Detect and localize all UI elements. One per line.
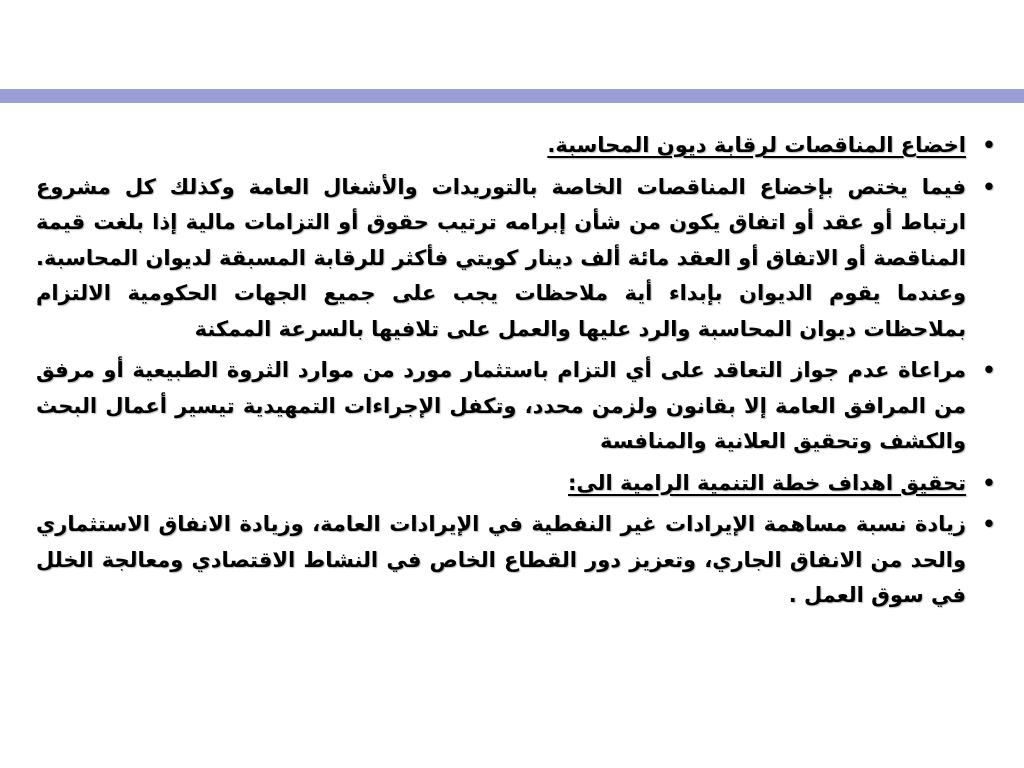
bullet-icon: • [982,358,996,382]
bullet-item-development-plan [36,466,996,502]
bullet-icon: • [982,512,996,536]
bullet-text: زيادة نسبة مساهمة الإيرادات غير النفطية في الإيرادات العامة، وزيادة الانفاق الاستثماري والحد من الانفاق الجاري، وتعزيز دور القطاع الخاص في النشاط الاقتصادي ومعالجة الخلل في سوق العمل . [36,512,966,607]
bullet-item-natural-resources [36,353,996,460]
bullet-list [36,128,996,620]
bullet-icon: • [982,470,996,495]
title-band [0,89,1024,103]
bullet-item-revenue-goals [36,507,996,614]
bullet-text: اخضاع المناقصات لرقابة ديون المحاسبة. [547,133,966,157]
bullet-text: تحقيق اهداف خطة التنمية الرامية الى: [568,470,966,495]
bullet-item-prior-audit [36,170,996,348]
bullet-text: مراعاة عدم جواز التعاقد على أي التزام باستثمار مورد من موارد الثروة الطبيعية أو مرفق من المرافق العامة إلا بقانون ولزمن محدد، وتكفل الإجراءات التمهيدية تيسير أعمال البحث والكشف وتحقيق العلانية والمنافسة [36,358,966,453]
bullet-icon: • [982,174,996,199]
bullet-icon: • [982,133,996,157]
bullet-item-tender-oversight [36,128,996,164]
bullet-text: فيما يختص بإخضاع المناقصات الخاصة بالتوريدات والأشغال العامة وكذلك كل مشروع ارتباط أو عقد أو اتفاق يكون من شأن إبرامه ترتيب حقوق أو التزامات مالية إذا بلغت قيمة المناقصة أو الاتفاق أو العقد مائة ألف دينار كويتي فأكثر للرقابة المسبقة لديوان المحاسبة. وعندما يقوم الديوان بإبداء أية ملاحظات يجب على جميع الجهات الحكومية الالتزام بملاحظات ديوان المحاسبة والرد عليها والعمل على تلافيها بالسرعة الممكنة [36,174,966,341]
